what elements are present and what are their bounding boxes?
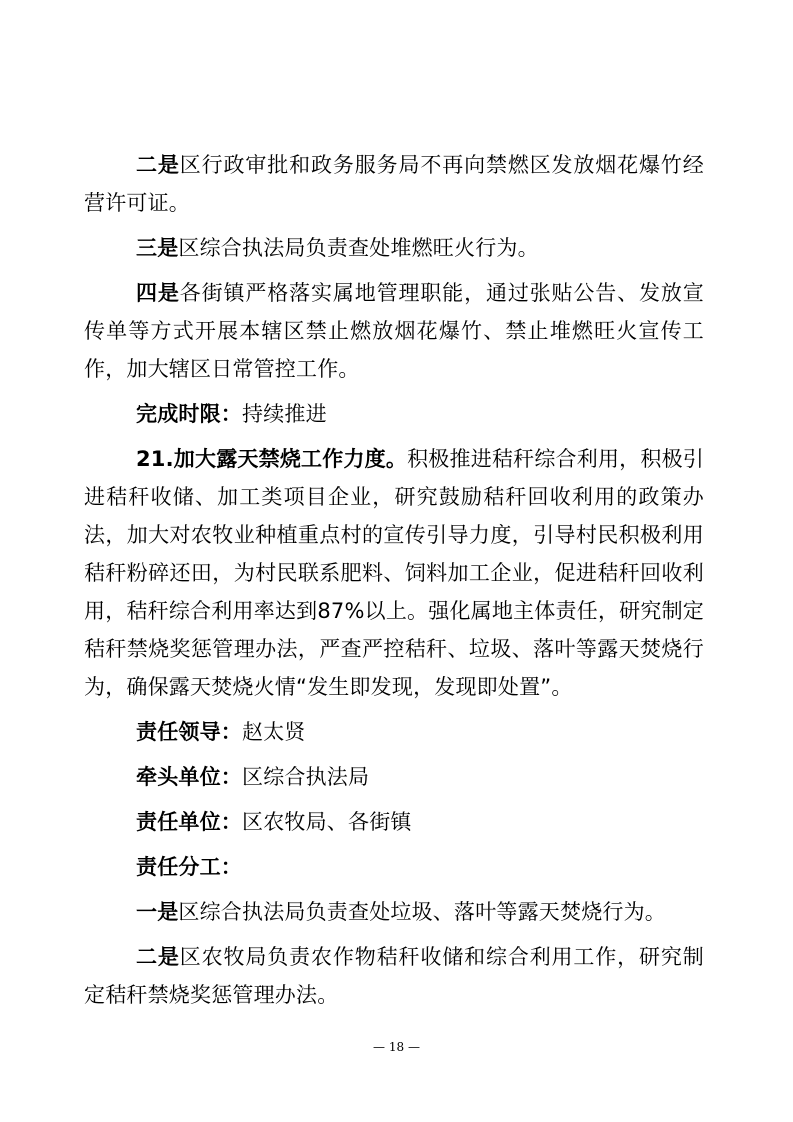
paragraph-si-shi <box>84 274 704 388</box>
paragraph-lead: 二是 <box>136 153 180 177</box>
paragraph-lead: 责任单位： <box>136 810 242 834</box>
paragraph-text: 各街镇严格落实属地管理职能，通过张贴公告、发放宣传单等方式开展本辖区禁止燃放烟花爆竹、禁止堆燃旺火宣传工作，加大辖区日常管控工作。 <box>84 281 704 381</box>
paragraph-lead: 四是 <box>136 281 180 305</box>
paragraph-text: 区农牧局、各街镇 <box>242 810 412 834</box>
paragraph-lead-unit <box>84 758 704 796</box>
paragraph-yi-shi <box>84 893 704 931</box>
paragraph-lead: 完成时限： <box>136 402 242 426</box>
paragraph-text: 持续推进 <box>242 402 327 426</box>
paragraph-san-shi <box>84 229 704 267</box>
page-number: — 18 — <box>373 1040 420 1054</box>
paragraph-er-shi-straw <box>84 938 704 1014</box>
paragraph-lead: 责任领导： <box>136 720 242 744</box>
paragraph-lead: 二是 <box>136 945 180 969</box>
document-body <box>84 146 704 1021</box>
paragraph-text: 积极推进秸秆综合利用，积极引进秸秆收储、加工类项目企业，研究鼓励秸秆回收利用的政策办法，加大对农牧业种植重点村的宣传引导力度，引导村民积极利用秸秆粉碎还田，为村民联系肥料、饲料加工企业，促进秸秆回收利用，秸秆综合利用率达到87%以上。强化属地主体责任，研究制定秸秆禁烧奖惩管理办法，严查严控秸秆、垃圾、落叶等露天焚烧行为，确保露天焚烧火情“发生即发现，发现即处置”。 <box>84 447 704 699</box>
paragraph-lead: 一是 <box>136 900 179 924</box>
paragraph-responsible-unit <box>84 803 704 841</box>
paragraph-lead: 责任分工： <box>136 855 242 879</box>
paragraph-deadline <box>84 395 704 433</box>
paragraph-responsible-leader <box>84 713 704 751</box>
paragraph-lead: 三是 <box>136 236 179 260</box>
paragraph-division-of-duties <box>84 848 704 886</box>
paragraph-lead: 牵头单位： <box>136 765 242 789</box>
paragraph-text: 区行政审批和政务服务局不再向禁燃区发放烟花爆竹经营许可证。 <box>84 153 704 215</box>
paragraph-er-shi-permit <box>84 146 704 222</box>
paragraph-item-21 <box>84 440 704 706</box>
paragraph-text: 区综合执法局负责查处堆燃旺火行为。 <box>178 236 539 260</box>
paragraph-lead: 21.加大露天禁烧工作力度。 <box>136 447 408 471</box>
paragraph-text: 区综合执法局 <box>242 765 370 789</box>
paragraph-text: 区农牧局负责农作物秸秆收储和综合利用工作，研究制定秸秆禁烧奖惩管理办法。 <box>84 945 704 1007</box>
paragraph-text: 赵太贤 <box>242 720 306 744</box>
paragraph-text: 区综合执法局负责查处垃圾、落叶等露天焚烧行为。 <box>178 900 667 924</box>
